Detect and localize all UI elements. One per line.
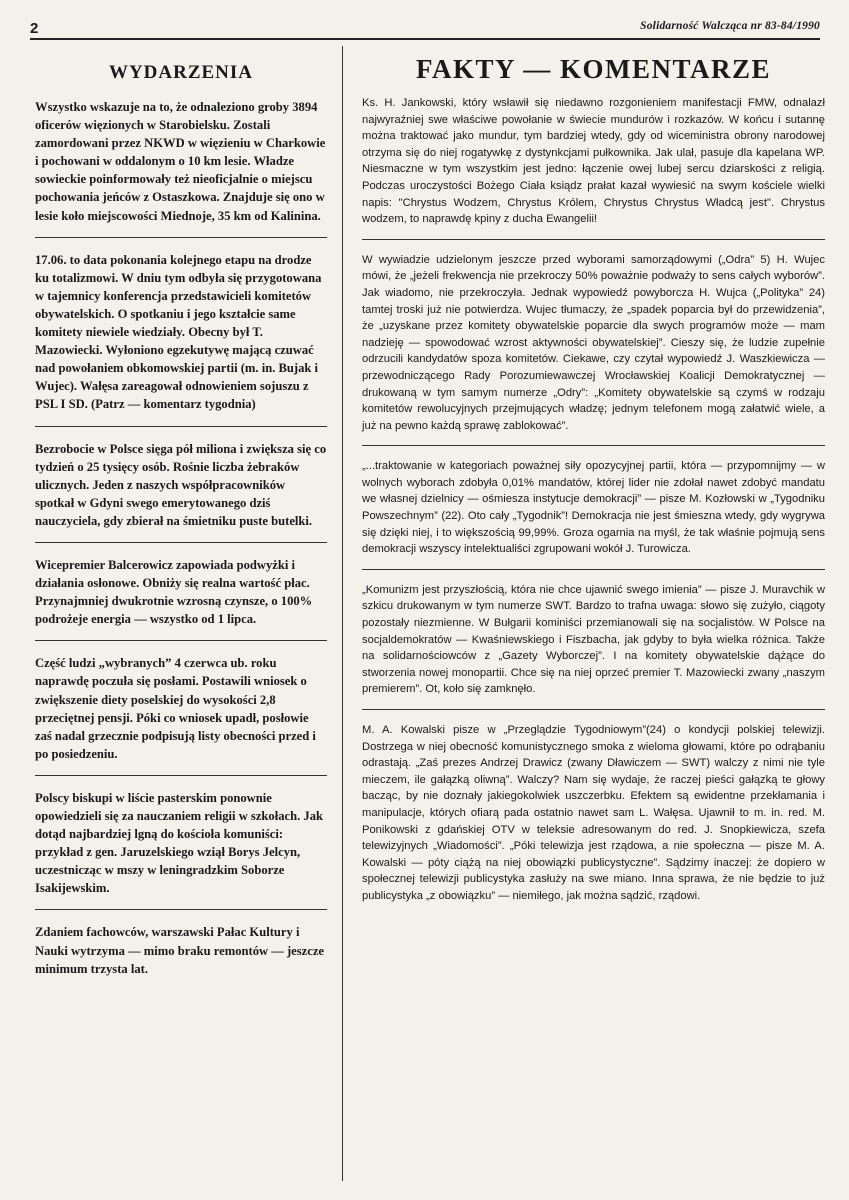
divider — [362, 239, 825, 240]
event-item: Wszystko wskazuje na to, że odnaleziono groby 3894 oficerów więzionych w Starobielsku. Zostali zamordowani przez NKWD w więzieniu w Charkowie i pochowani w oddalonym o 10 km lesie. Władze sowieckie poinformowały też nieoficjalnie o miejscu pochowania jeńców z Ostaszkowa. Znajduje się ono w lesie koło miejscowości Miednoje, 35 km od Kalinina. — [35, 100, 326, 223]
divider — [35, 640, 327, 641]
event-item: Zdaniem fachowców, warszawski Pałac Kultury i Nauki wytrzyma — mimo braku remontów — jeszcze minimum trzysta lat. — [35, 925, 325, 976]
divider — [362, 709, 825, 710]
event-item: 17.06. to data pokonania kolejnego etapu na drodze ku totalizmowi. W dniu tym odbyła się przygotowana w tajemnicy konferencja przedstawicieli komitetów obywatelskich. O spotkaniu i jego kształcie same komitety niewiele wiedziały. Obecny był T. Mazowiecki. Wyłoniono egzekutywę mającą czuwać nad powołaniem obkomowskiej partii (m. in. Bujak i Wujec). Wałęsa zareagował odnowieniem sojuszu z PSL I SD. (Patrz — komentarz tygodnia) — [35, 252, 322, 412]
page-number: 2 — [30, 20, 39, 37]
event-item: Polscy biskupi w liście pasterskim ponownie opowiedzieli się za nauczaniem religii w szkołach. Jak dotąd najbardziej lgną do kościoła komuniści: przykład z gen. Jaruzelskiego wziął Borys Jelcyn, uczestnicząc w mszy w leningradzkim Soborze Isakijewskim. — [35, 790, 324, 896]
divider — [35, 775, 327, 776]
divider — [35, 237, 327, 238]
divider — [35, 909, 327, 910]
divider — [35, 542, 327, 543]
column-divider — [342, 46, 343, 1181]
comment-item: „...traktowanie w kategoriach poważnej siły opozycyjnej partii, która — przypomnijmy — w wolnych wyborach zdobyła 0,01% mandatów, której lider nie zdołał nawet zdobyć mandatu we własnej dzielnicy — ośmiesza instytucje demokracji” — pisze M. Kozłowski w „Tygodniku Powszechnym” (22). Oto cały „Tygodnik”! Demokracja nie jest śmieszna wtedy, gdy wygrywa się dzięki niej, i to większością 99,99%. Groza ogarnia na myśl, że tak właśnie pojmują sens demokracji wszyscy intelektualiści zgrupowani wokół J. Turowicza. — [362, 460, 825, 556]
comment-item: „Komunizm jest przyszłością, która nie chce ujawnić swego imienia” — pisze J. Muravchik w szkicu drukowanym w tym numerze SWT. Bardzo to trafna uwaga: słowo się zużyło, ciągoty pozostały niezmienne. W Bułgarii kominiści przemianowali się na socjalistów. W Polsce na socjaldemokratów — Kwaśniewskiego i Fiszbacha, jak gdyby to była wielka różnica. Także na solidarnościowców z „Gazety Wyborczej”. I na komitety obywatelskie dążące do stworzenia nowej monopartii. Chce się na niej oprzeć premier T. Mazowiecki zwany „naszym premierem”. Ot, koło się zamknęło. — [362, 583, 825, 696]
comment-item: W wywiadzie udzielonym jeszcze przed wyborami samorządowymi („Odra” 5) H. Wujec mówi, że „jeżeli frekwencja nie przekroczy 50% poważnie podważy to sens całych wyborów”. Jak wiadomo, nie przekroczyła. Jednak wypowiedź powyborcza H. Wujca („Polityka” 24) tamtej troski już nie potwierdza. Wujec tłumaczy, że „spadek poparcia był do przewidzenia”, że „uzyskane przez komitety obywatelskie poparcie dla swych programów może — mam nadzieję — spowodować wzrost aktywności obywatelskiej”. Cieszy się, że ludzie zupełnie odrzucili kandydatów spoza komitetów. Ciekawe, czy czytał wypowiedź J. Waszkiewicza — przewodniczącego Rady Porozumiewawczej Wrocławskiej Koalicji Demokratycznej — drukowaną w tym samym numerze „Odry”: „Komitety obywatelskie są czymś w rodzaju komitetów rewolucyjnych przejmujących władzę; jednym telefonem mogą załatwić wiele, a już na pewno każdą sprawę zablokować”. — [362, 253, 825, 432]
issue-line: Solidarność Walcząca nr 83-84/1990 — [640, 20, 820, 32]
page-header — [30, 20, 820, 40]
events-column — [35, 52, 327, 978]
header-rule — [30, 38, 820, 40]
divider — [362, 569, 825, 570]
comment-item: Ks. H. Jankowski, który wsławił się niedawno rozgonieniem manifestacji FMW, odnalazł najwyraźniej swe właściwe powołanie w świecie mundurów i rozkazów. W końcu i sutannę można traktować jako mundur, tym bardziej wtedy, gdy od wiceministra obrony narodowej otrzyma się do niej rogatywkę z dystynkcjami pułkownika. Jak ulał, pasuje dla kapelana WP. Niesmaczne w tym wszystkim jest jedno: łączenie owej lubej sercu dziarskości z religią. Podczas uroczystości Bożego Ciała ksiądz prałat kazał wywiesić na swym kościele wielki napis: "Chrystus Wodzem, Chrystus Królem, Chrystus Chrystus Władcą jest". Chrystus wodzem, to naprawdę kpiny z ducha Ewangelii! — [362, 97, 825, 226]
divider — [362, 445, 825, 446]
facts-title: FAKTY — KOMENTARZE — [415, 54, 771, 84]
event-item: Wicepremier Balcerowicz zapowiada podwyżki i działania osłonowe. Obniży się realna wartość płac. Przynajmniej dwukrotnie wzrosną czynsze, o 100% podrożeje energia — wszystko od 1 lipca. — [35, 557, 313, 627]
event-item: Bezrobocie w Polsce sięga pół miliona i zwiększa się co tydzień o 25 tysięcy osób. Rośnie liczba żebraków ulicznych. Jeden z naszych współpracowników spotkał w Gdyni swego emerytowanego dziś nauczyciela, gdy zbierał na śmietniku puste butelki. — [35, 441, 327, 528]
comment-item: M. A. Kowalski pisze w „Przeglądzie Tygodniowym”(24) o kondycji polskiej telewizji. Dostrzega w niej obecność komunistycznego smoka z wieloma głowami, które po odrąbaniu odrastają. „Zaś prezes Andrzej Drawicz (zwany Dławiczem — SWT) walczy z nimi nie tyle mieczem, ile gałązką oliwną”. Walczy? Nam się wydaje, że raczej pieści gałązką te głowy bacząc, by nie doznały jakiegokolwiek uszczerbku. Efektem są ewidentne przekłamania i manipulacje, których ofiarą pada ostatnio nawet sam L. Wałęsa. Ujawnił to m. in. red. M. Ponikowski z gdańskiej OTV w teleksie adresowanym do red. J. Snopkiewicza, szefa telewizyjnych „Wiadomości”. „Póki telewizja jest rządowa, a nie społeczna — pisze M. A. Kowalski — póty ciążą na niej obowiązki publicystyczne”. Sądzimy inaczej: że dopiero w społecznej telewizji publicystyka zasłuży na swe miano. Inna sprawa, że nie będzie to już publicystyka „z obowiązku” — niemiłego, jak można sądzić, rządowi. — [362, 724, 825, 902]
events-title: WYDARZENIA — [108, 62, 254, 83]
divider — [35, 426, 327, 427]
event-item: Część ludzi „wybranych” 4 czerwca ub. roku naprawdę poczuła się posłami. Postawili wniosek o zwiększenie diety poselskiej do wysokości 2,8 przeciętnej pensji. Póki co wniosek upadł, posłowie zaś nadal grzecznie podpisują listy obecności przed i po posiedzeniu. — [35, 656, 316, 761]
facts-column — [362, 52, 825, 905]
